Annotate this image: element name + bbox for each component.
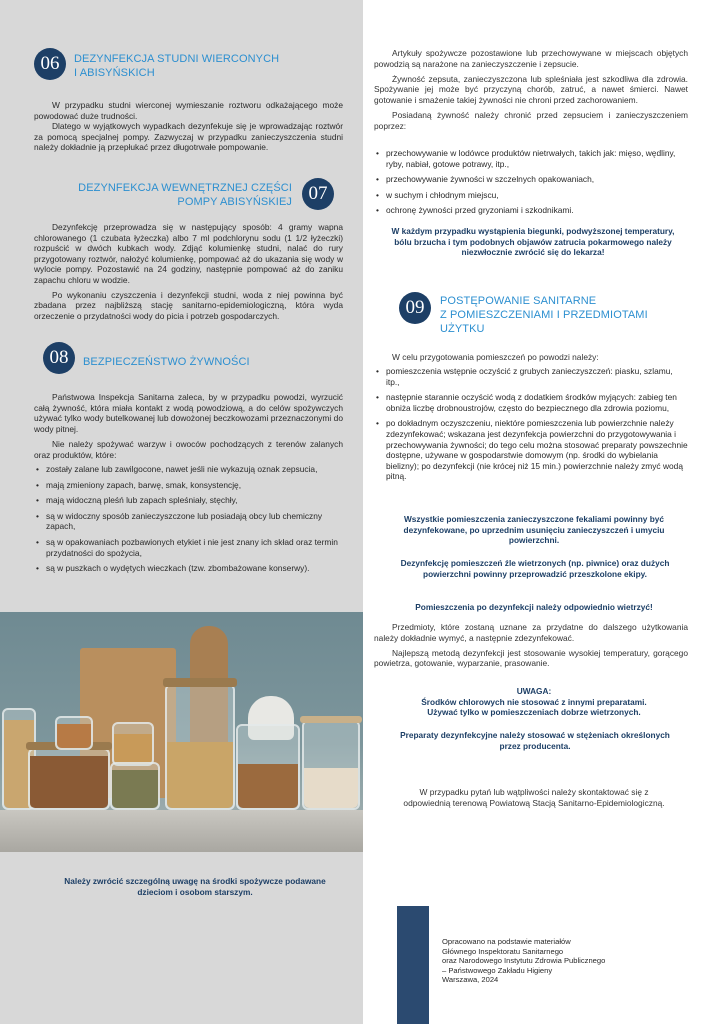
paragraph: Posiadaną żywność należy chronić przed zepsuciem i zanieczyszczeniem poprzez:	[374, 109, 688, 131]
jar	[28, 748, 110, 810]
footer-credits	[442, 937, 702, 985]
countertop	[0, 810, 363, 852]
warning-line: Środków chlorowych nie stosować z innymi preparatami.	[421, 696, 647, 707]
list-item: • w suchym i chłodnym miejscu,	[374, 190, 688, 201]
children-elderly-note: Należy zwrócić szczególną uwagę na środki spożywcze podawane dzieciom i osobom starszym.	[64, 876, 326, 897]
footer-line: – Państwowego Zakładu Higieny	[442, 965, 553, 975]
warning-box	[386, 686, 682, 718]
list-item: • są w widoczny sposób zanieczyszczone lub posiadają obcy lub chemiczny zapach,	[34, 511, 343, 532]
ventilation-note: Pomieszczenia po dezynfekcji należy odpowiednio wietrzyć!	[415, 602, 653, 612]
jar	[55, 716, 93, 750]
paragraph: Dlatego w wyjątkowych wypadkach dezynfekuje się je wprowadzając roztwór za pomocą specjalnej pompy. Zazwyczaj w przypadku zanieczyszczenia studni należy dokładnie ją przepłukać przez długotrwałe pompowanie.	[34, 121, 343, 153]
section-09-title-line1: POSTĘPOWANIE SANITARNE	[440, 295, 597, 307]
section-number-badge: 09	[399, 292, 431, 324]
warning-title: UWAGA:	[516, 686, 552, 696]
list-item: • następnie starannie oczyścić wodą z dodatkiem środków myjących: zabieg ten obniża liczbę drobnoustrojów, często do bezpiecznego dla zdrowia poziomu,	[374, 392, 688, 413]
paragraph: Żywność zepsuta, zanieczyszczona lub spleśniała jest szkodliwa dla zdrowia. Spożywanie jej może być przyczyną chorób, zatruć, a nawet śmierci. Nawet gotowanie i smażenie takiej żywności nie chroni przed zachorowaniem.	[374, 73, 688, 106]
room-cleaning-list	[374, 366, 688, 487]
list-item: • zostały zalane lub zawilgocone, nawet jeśli nie wykazują oznak zepsucia,	[34, 464, 343, 475]
section-06-title-line1: DEZYNFEKCJA STUDNI WIERCONYCH	[74, 53, 280, 65]
section-07-title	[34, 181, 292, 209]
section-09-intro	[374, 352, 688, 363]
food-storage-text	[374, 48, 688, 132]
food-discard-list	[34, 464, 343, 579]
footer-line: oraz Narodowego Instytutu Zdrowia Publicznego	[442, 956, 606, 966]
section-06-text	[34, 100, 343, 153]
trained-teams-note: Dezynfekcję pomieszczeń źle wietrzonych (np. piwnice) oraz dużych powierzchni powinny przeprowadzić przeszkolone ekipy.	[400, 558, 670, 579]
section-06-title	[74, 52, 279, 80]
jar	[112, 722, 154, 766]
paragraph: W celu przygotowania pomieszczeń po powodzi należy:	[392, 352, 599, 362]
jar	[165, 684, 235, 810]
poisoning-warning: W każdym przypadku wystąpienia biegunki, podwyższonej temperatury, bólu brzucha i tym podobnych objawów zatrucia pokarmowego należy niezwłocznie zwrócić się do lekarza!	[391, 226, 675, 258]
list-item: • ochronę żywności przed gryzoniami i szkodnikami.	[374, 205, 688, 216]
footer-line: Warszawa, 2024	[442, 975, 499, 985]
section-number-badge: 06	[34, 48, 66, 80]
section-08-title: BEZPIECZEŃSTWO ŻYWNOŚCI	[83, 356, 250, 368]
section-07-title-line1: DEZYNFEKCJA WEWNĘTRZNEJ CZĘŚCI	[78, 182, 292, 194]
list-item: • są w opakowaniach pozbawionych etykiet i nie jest znany ich skład oraz termin przydatności do spożycia,	[34, 537, 343, 558]
fecal-disinfection-note: Wszystkie pomieszczenia zanieczyszczone fekaliami powinny być dezynfekowane, po uprzednim usunięciu zanieczyszczeń i umyciu powierzchni.	[403, 514, 665, 546]
section-07-text	[34, 222, 343, 321]
paragraph: Najlepszą metodą dezynfekcji jest stosowanie wysokiej temperatury, gorącego powietrza, gotowanie, wyparzanie, prasowanie.	[374, 647, 688, 669]
list-item: • mają widoczną pleśń lub zapach spleśniały, stęchły,	[34, 495, 343, 506]
footer-line: Głównego Inspektoratu Sanitarnego	[442, 946, 564, 956]
jar-lid	[300, 716, 362, 723]
paragraph: Państwowa Inspekcja Sanitarna zaleca, by w przypadku powodzi, wyrzucić całą żywność, która miała kontakt z wodą powodziową, a do celów spożywczych używać tylko wody butelkowanej lub dowożonej beczkowozami przeznaczonymi do wody pitnej.	[34, 392, 343, 434]
paragraph: Po wykonaniu czyszczenia i dezynfekcji studni, woda z niej powinna być zbadana przez najbliższą stację sanitarno-epidemiologiczną, która wyda orzeczenie o przydatności wody do picia i potrzeb gospodarczych.	[34, 289, 343, 321]
list-item: • są w puszkach o wydętych wieczkach (tzw. zbombażowane konserwy).	[34, 563, 343, 574]
jar	[302, 720, 360, 810]
contact-info: W przypadku pytań lub wątpliwości należy skontaktować się z odpowiednią terenową Powiatową Stacją Sanitarno-Epidemiologiczną.	[403, 787, 665, 808]
paragraph: Przedmioty, które zostaną uznane za przydatne do dalszego użytkowania należy dokładnie wymyć, a następnie zdezynfekować.	[374, 622, 688, 643]
section-08-text	[34, 392, 343, 461]
objects-cleaning-text	[374, 622, 688, 669]
section-09-title-line2: Z POMIESZCZENIAMI I PRZEDMIOTAMI	[440, 309, 648, 321]
jar-lid	[163, 678, 237, 687]
jar	[236, 724, 300, 810]
list-item: • mają zmieniony zapach, barwę, smak, konsystencję,	[34, 480, 343, 491]
footer-accent-bar	[397, 906, 429, 1024]
section-06-title-line2: I ABISYŃSKICH	[74, 67, 155, 79]
paragraph: W przypadku studni wierconej wymieszanie roztworu odkażającego może powodować duże trudności.	[34, 100, 343, 121]
paragraph: Artykuły spożywcze pozostawione lub przechowywane w miejscach objętych powodzią są narażone na zanieczyszczenie i zepsucie.	[374, 48, 688, 69]
concentration-note: Preparaty dezynfekcyjne należy stosować w stężeniach określonych przez producenta.	[400, 730, 670, 751]
paragraph: Nie należy spożywać warzyw i owoców pochodzących z terenów zalanych oraz produktów, które:	[34, 439, 343, 460]
list-item: • po dokładnym oczyszczeniu, niektóre pomieszczenia lub powierzchnie należy zdezynfekować; wskazana jest dezynfekcja powierzchni do przygotowywania i przechowywania żywności; do tego celu można stosować preparaty powszechnie dostępne, używane w gospodarstwie domowym (np. środki do wybielania bielizny); po dezynfekcji (nie krócej niż 15 min.) powierzchnie należy zmyć wodą pitną.	[374, 418, 688, 482]
paragraph: Dezynfekcję przeprowadza się w następujący sposób: 4 gramy wapna chlorowanego (1 czubata łyżeczka) albo 7 ml podchlorynu sodu (1 1/2 łyżeczki) rozpuścić w dwóch kubkach wody. Zdjąć kolumienkę studni, nalać do rury przygotowany roztwór, nałożyć kolumienkę, pompować aż do ukazania się wody w wylocie pompy. Pozostawić na 24 godziny, następnie pompować aż do zaniku zapachu chloru w wodzie.	[34, 222, 343, 285]
warning-line: Używać tylko w pomieszczeniach dobrze wietrzonych.	[427, 707, 641, 718]
section-09-title	[440, 294, 648, 336]
list-item: • przechowywanie żywności w szczelnych opakowaniach,	[374, 174, 688, 185]
section-number-badge: 07	[302, 178, 334, 210]
footer-line: Opracowano na podstawie materiałów	[442, 937, 571, 946]
food-protection-list	[374, 148, 688, 221]
jar	[110, 762, 160, 810]
list-item: • przechowywanie w lodówce produktów nietrwałych, takich jak: mięso, wędliny, ryby, nabiał, gotowe potrawy, itp.,	[374, 148, 688, 169]
section-07-title-line2: POMPY ABISYŃSKIEJ	[177, 196, 292, 208]
list-item: • pomieszczenia wstępnie oczyścić z grubych zanieczyszczeń: piasku, szlamu, itp.,	[374, 366, 688, 387]
section-09-title-line3: UŻYTKU	[440, 323, 485, 335]
pantry-jars-photo	[0, 612, 363, 852]
section-number-badge: 08	[43, 342, 75, 374]
